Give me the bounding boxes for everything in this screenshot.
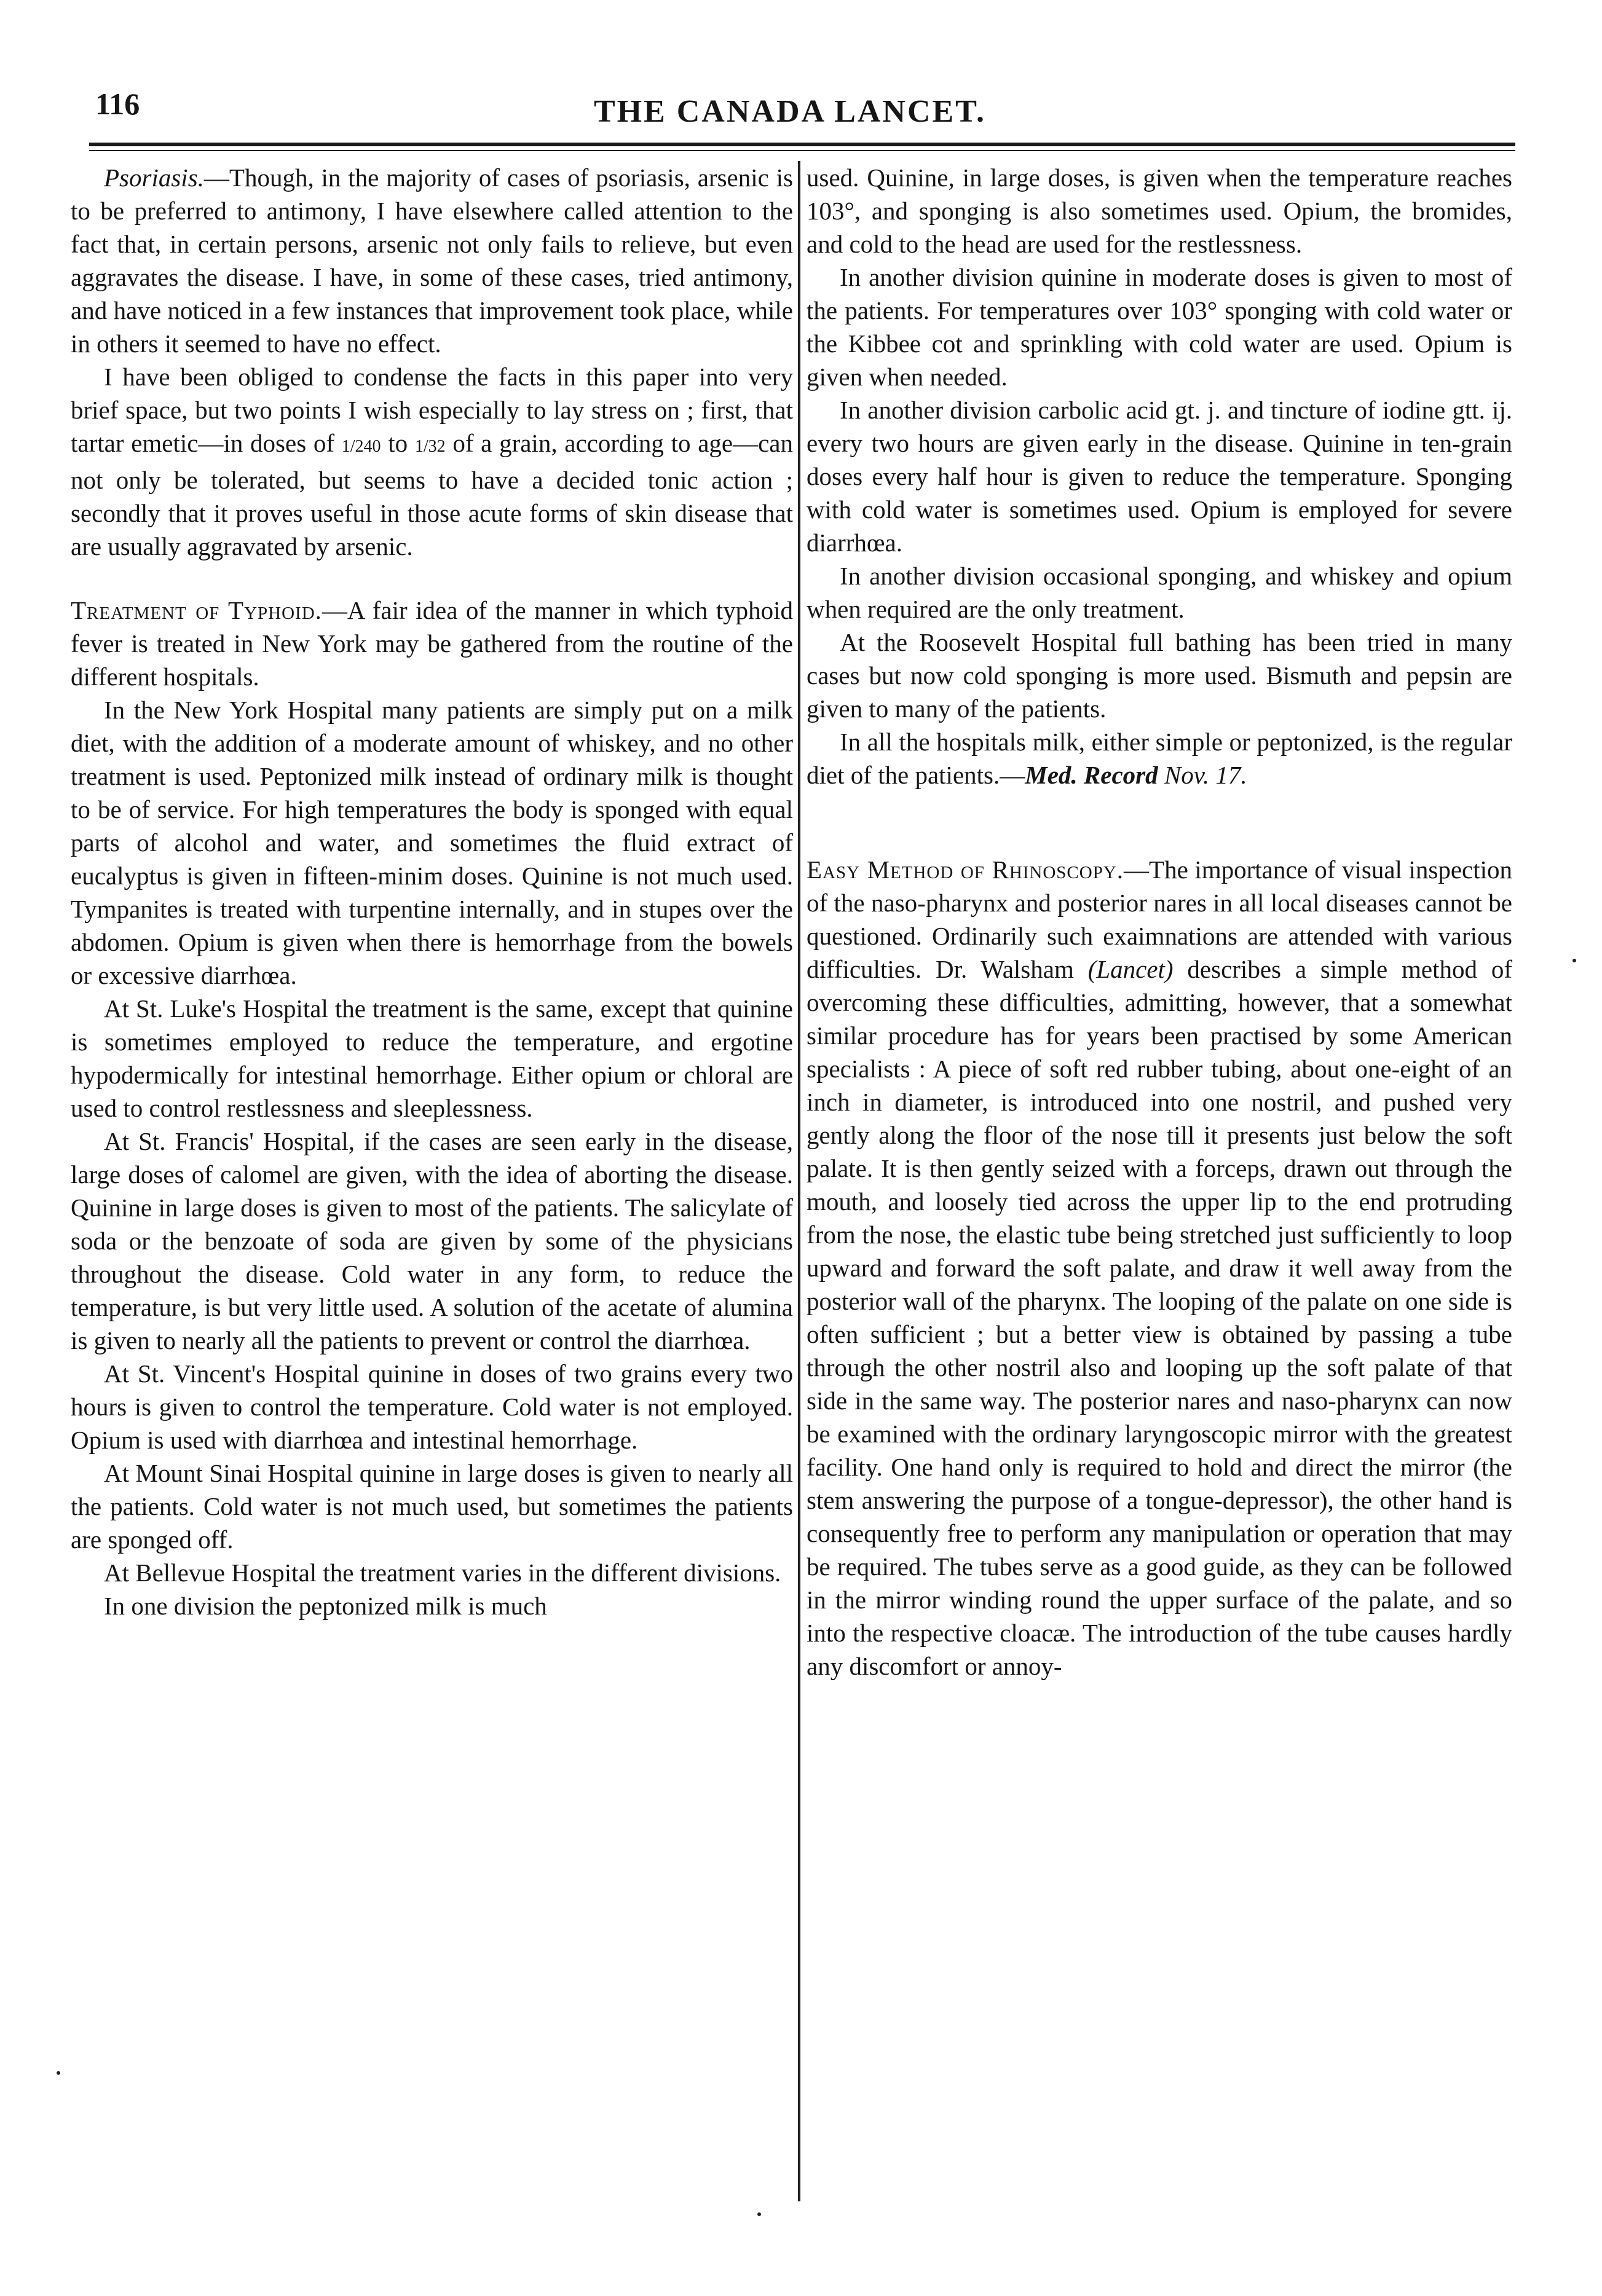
header-rule-thin	[89, 150, 1515, 151]
fraction-2: 1/32	[414, 437, 446, 456]
print-speck	[57, 2071, 60, 2075]
rhinoscopy-text-1a: —The importance of visual inspection of the naso-pharynx and posterior nares in all local diseases cannot be questioned. Ordinarily such exaimnations are attended with various difficulties. Dr. Walsham	[807, 855, 1512, 983]
psoriasis-paragraph-2	[71, 360, 793, 563]
citation-date: Nov. 17.	[1158, 761, 1247, 789]
typhoid-cont-text-6: In all the hospitals milk, either simple or peptonized, is the regular diet of the patients.—	[807, 728, 1512, 789]
left-column	[71, 161, 793, 1622]
typhoid-cont-paragraph-5: At the Roosevelt Hospital full bathing has been tried in many cases but now cold sponging is more used. Bismuth and pepsin are given to many of the patients.	[807, 628, 1512, 723]
typhoid-paragraph-8: In one division the peptonized milk is much	[104, 1592, 547, 1620]
rhinoscopy-heading: Easy Method of Rhinoscopy.	[807, 855, 1124, 884]
typhoid-cont-paragraph-6	[807, 725, 1512, 792]
column-divider	[798, 161, 800, 2201]
header-rule-thick	[89, 143, 1515, 146]
rhinoscopy-citation: (Lancet)	[1087, 955, 1174, 983]
typhoid-paragraph-3: At St. Luke's Hospital the treatment is the same, except that quinine is sometimes employed to reduce the temperature, and ergotine hypodermically for intestinal hemorrhage. Either opium or chloral are used to control restlessness and sleeplessness.	[71, 994, 793, 1122]
typhoid-cont-paragraph-4: In another division occasional sponging, and whiskey and opium when required are the only treatment.	[807, 562, 1512, 623]
print-speck	[1572, 959, 1576, 962]
typhoid-paragraph-4: At St. Francis' Hospital, if the cases are seen early in the disease, large doses of calomel are given, with the idea of aborting the disease. Quinine in large doses is given to most of the patients. The salicylate of soda or the benzoate of soda are given by some of the physicians throughout the disease. Cold water in any form, to reduce the temperature, is but very little used. A solution of the acetate of alumina is given to nearly all the patients to prevent or control the diarrhœa.	[71, 1127, 793, 1354]
page-number: 116	[95, 87, 140, 121]
right-column	[807, 161, 1512, 1683]
fraction-1: 1/240	[341, 437, 381, 456]
typhoid-cont-paragraph-1: used. Quinine, in large doses, is given when the temperature reaches 103°, and sponging is also sometimes used. Opium, the bromides, and cold to the head are used for the restlessness.	[807, 163, 1512, 258]
page-header	[77, 80, 1503, 141]
typhoid-paragraph-2: In the New York Hospital many patients are simply put on a milk diet, with the addition of a moderate amount of whiskey, and no other treatment is used. Peptonized milk instead of ordinary milk is thought to be of service. For high temperatures the body is sponged with equal parts of alcohol and water, and sometimes the fluid extract of eucalyptus is given in fifteen-minim doses. Quinine is not much used. Tympanites is treated with turpentine internally, and in stupes over the abdomen. Opium is given when there is hemorrhage from the bowels or excessive diarrhœa.	[71, 696, 793, 989]
rhinoscopy-paragraph-1	[807, 853, 1512, 1683]
psoriasis-text-2b: to	[381, 429, 415, 457]
psoriasis-text-2a: I have been obliged to condense the facts in this paper into very brief space, but two points I wish especially to lay stress on ; first, that tartar emetic—in doses of	[71, 363, 793, 457]
typhoid-cont-paragraph-2: In another division quinine in moderate doses is given to most of the patients. For temperatures over 103° sponging with cold water or the Kibbee cot and sprinkling with cold water are used. Opium is given when needed.	[807, 263, 1512, 391]
psoriasis-lead: Psoriasis.	[104, 163, 204, 192]
psoriasis-text-2c: of a grain, according to age—can not only be tolerated, but seems to have a decided tonic action ; secondly that it proves useful in those acute forms of skin disease that are usually aggravated by arsenic.	[71, 429, 793, 560]
print-speck	[757, 2212, 761, 2216]
psoriasis-paragraph-1	[71, 161, 793, 360]
typhoid-text-1: —A fair idea of the manner in which typhoid fever is treated in New York may be gathered from the routine of the different hospitals.	[71, 596, 793, 691]
typhoid-paragraph-6: At Mount Sinai Hospital quinine in large doses is given to nearly all the patients. Cold water is not much used, but sometimes the patients are sponged off.	[71, 1459, 793, 1554]
journal-title: THE CANADA LANCET.	[593, 94, 987, 129]
typhoid-paragraph-7: At Bellevue Hospital the treatment varies in the different divisions.	[104, 1559, 781, 1587]
typhoid-heading: Treatment of Typhoid.	[71, 596, 322, 624]
psoriasis-text-1: —Though, in the majority of cases of psoriasis, arsenic is to be preferred to antimony, I have elsewhere called attention to the fact that, in certain persons, arsenic not only fails to relieve, but even aggravates the disease. I have, in some of these cases, tried antimony, and have noticed in a few instances that improvement took place, while in others it seemed to have no effect.	[71, 163, 793, 358]
typhoid-cont-paragraph-3: In another division carbolic acid gt. j. and tincture of iodine gtt. ij. every two hours are given early in the disease. Quinine in ten-grain doses every half hour is given to reduce the temperature. Sponging with cold water is sometimes used. Opium is employed for severe diarrhœa.	[807, 396, 1512, 557]
typhoid-paragraph-5: At St. Vincent's Hospital quinine in doses of two grains every two hours is given to control the temperature. Cold water is not employed. Opium is used with diarrhœa and intestinal hemorrhage.	[71, 1359, 793, 1454]
typhoid-paragraph-1	[71, 594, 793, 693]
citation-source: Med. Record	[1025, 761, 1158, 789]
rhinoscopy-text-1b: describes a simple method of overcoming these difficulties, admitting, however, that a somewhat similar procedure has for years been practised by some American specialists : A piece of soft red rubber tubing, about one-eight of an inch in diameter, is introduced into one nostril, and pushed very gently along the floor of the nose till it presents just below the soft palate. It is then gently seized with a forceps, drawn out through the mouth, and loosely tied across the upper lip to the end protruding from the nose, the elastic tube being stretched just sufficiently to loop upward and forward the soft palate, and draw it well away from the posterior wall of the pharynx. The looping of the palate on one side is often sufficient ; but a better view is obtained by passing a tube through the other nostril also and looping up the soft palate of that side in the same way. The posterior nares and naso-pharynx can now be examined with the ordinary laryngoscopic mirror with the greatest facility. One hand only is required to hold and direct the mirror (the stem answering the purpose of a tongue-depressor), the other hand is consequently free to perform any manipulation or operation that may be required. The tubes serve as a good guide, as they can be followed in the mirror winding round the upper surface of the palate, and so into the respective cloacæ. The introduction of the tube causes hardly any discomfort or annoy-	[807, 955, 1512, 1680]
